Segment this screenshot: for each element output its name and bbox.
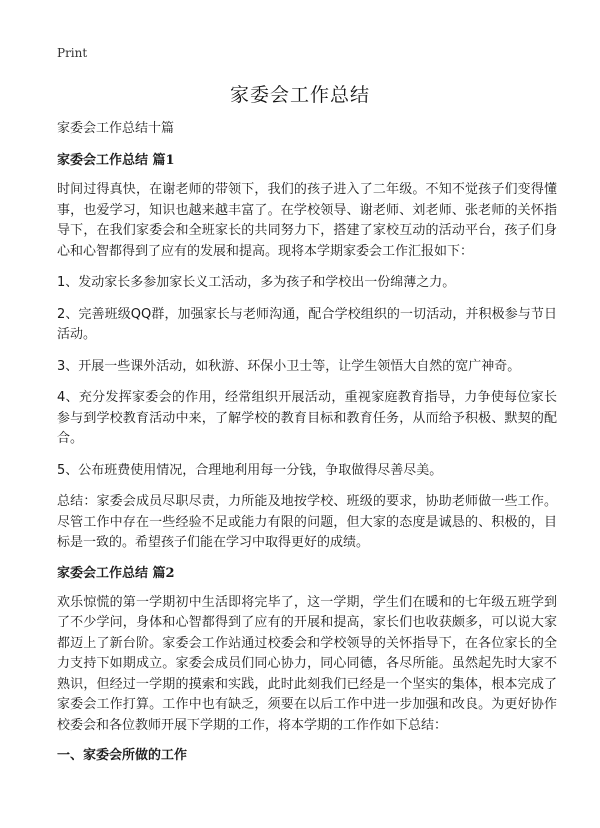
paragraph: 2、完善班级QQ群，加强家长与老师沟通，配合学校组织的一切活动，并积极参与节日活动。 [57,306,557,342]
section-heading: 家委会工作总结 篇1 [57,153,175,168]
paragraph: 1、发动家长多参加家长义工活动，多为孩子和学校出一份绵薄之力。 [57,275,456,290]
print-label: Print [57,46,88,60]
section-subheading: 一、家委会所做的工作 [57,748,188,763]
paragraph: 5、公布班费使用情况，合理地利用每一分钱，争取做得尽善尽美。 [57,462,443,478]
section-1 [57,152,557,554]
document-body [57,120,557,765]
document-title: 家委会工作总结 [229,84,370,106]
paragraph: 总结：家委会成员尽职尽责，力所能及地按学校、班级的要求，协助老师做一些工作。尽管工作中存在一些经验不足或能力有限的问题，但大家的态度是诚恳的、积极的，目标是一致的。希望孩子们能在学习中取得更好的成绩。 [57,494,557,550]
paragraph: 3、开展一些课外活动，如秋游、环保小卫士等，让学生领悟大自然的宽广神奇。 [57,358,521,374]
document-subtitle: 家委会工作总结十篇 [57,121,175,136]
paragraph: 4、充分发挥家委会的作用，经常组织开展活动，重视家庭教育指导，力争使每位家长参与到学校教育活动中来，了解学校的教育目标和教育任务，从而给予积极、默契的配合。 [57,390,557,446]
section-heading: 家委会工作总结 篇2 [57,565,175,581]
paragraph: 时间过得真快，在谢老师的带领下，我们的孩子进入了二年级。不知不觉孩子们变得懂事，也爱学习，知识也越来越丰富了。在学校领导、谢老师、刘老师、张老师的关怀指导下，在我们家委会和全班家长的共同努力下，搭建了家校互动的活动平台，孩子们身心和心智都得到了应有的发展和提高。现将本学期家委会工作汇报如下： [57,182,557,259]
section-2 [57,565,557,766]
paragraph: 欢乐惊慌的第一学期初中生活即将完毕了，这一学期，学生们在暖和的七年级五班学到了不少学问，身体和心智都得到了应有的开展和提高，家长们也收获颇多，可以说大家都迈上了新台阶。家委会工作站通过校委会和学校领导的关怀指导下，在各位家长的全力支持下如期成立。家委会成员们同心协力，同心同德，各尽所能。虽然起先时大家不熟识，但经过一学期的摸索和实践，此时此刻我们已经是一个坚实的集体，根本完成了家委会工作打算。工作中也有缺乏，须要在以后工作中进一步加强和改良。为更好协作校委会和各位教师开展下学期的工作，将本学期的工作作如下总结： [57,594,557,733]
